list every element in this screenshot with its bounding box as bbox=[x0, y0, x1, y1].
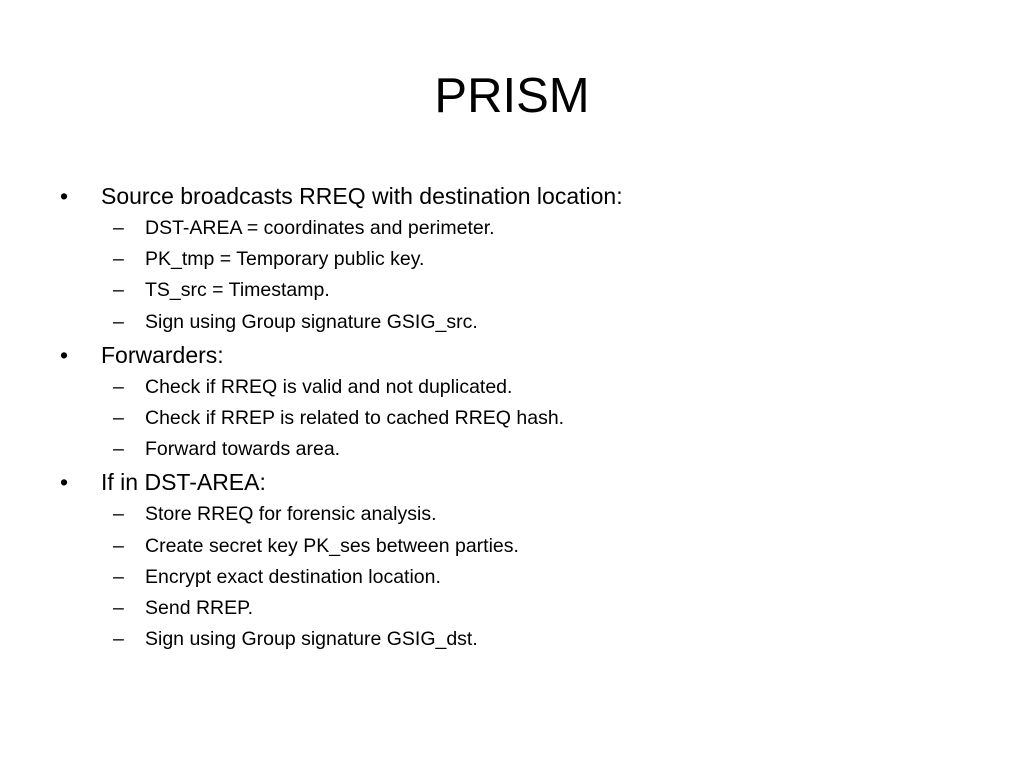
sub-item-text: Create secret key PK_ses between parties. bbox=[145, 534, 519, 557]
bullet-item bbox=[60, 338, 980, 372]
sub-item bbox=[60, 213, 980, 244]
bullet-icon: • bbox=[60, 183, 69, 209]
sub-item bbox=[60, 593, 980, 624]
dash-icon: – bbox=[113, 628, 124, 651]
sub-item bbox=[60, 531, 980, 562]
sub-item bbox=[60, 562, 980, 593]
dash-icon: – bbox=[113, 503, 124, 526]
dash-icon: – bbox=[113, 375, 124, 398]
dash-icon: – bbox=[113, 248, 124, 271]
sub-item-text: PK_tmp = Temporary public key. bbox=[145, 248, 425, 271]
dash-icon: – bbox=[113, 310, 124, 333]
sub-item bbox=[60, 403, 980, 434]
sub-item-text: Store RREQ for forensic analysis. bbox=[145, 503, 437, 526]
sub-item-text: Check if RREQ is valid and not duplicated. bbox=[145, 375, 513, 398]
sub-item bbox=[60, 372, 980, 403]
dash-icon: – bbox=[113, 438, 124, 461]
sub-item bbox=[60, 434, 980, 465]
slide-title: PRISM bbox=[434, 69, 590, 123]
dash-icon: – bbox=[113, 596, 124, 619]
bullet-icon: • bbox=[60, 469, 69, 496]
sub-item-text: Sign using Group signature GSIG_src. bbox=[145, 310, 478, 333]
dash-icon: – bbox=[113, 565, 124, 588]
sub-item bbox=[60, 244, 980, 275]
sub-item-text: Encrypt exact destination location. bbox=[145, 565, 441, 588]
sub-item-text: Check if RREP is related to cached RREQ hash. bbox=[145, 406, 565, 429]
sub-item bbox=[60, 275, 980, 306]
sub-item-text: TS_src = Timestamp. bbox=[145, 279, 330, 302]
dash-icon: – bbox=[113, 279, 124, 302]
sub-item bbox=[60, 307, 980, 338]
sub-item-text: DST-AREA = coordinates and perimeter. bbox=[145, 217, 495, 239]
dash-icon: – bbox=[113, 217, 124, 239]
bullet-icon: • bbox=[60, 341, 69, 368]
bullet-text: If in DST-AREA: bbox=[101, 469, 266, 496]
bullet-text: Source broadcasts RREQ with destination location: bbox=[101, 183, 623, 209]
dash-icon: – bbox=[113, 406, 124, 429]
dash-icon: – bbox=[113, 534, 124, 557]
sub-item-text: Send RREP. bbox=[145, 596, 254, 619]
bullet-item bbox=[60, 179, 980, 213]
bullet-list bbox=[60, 179, 980, 655]
sub-item bbox=[60, 624, 980, 655]
bullet-item bbox=[60, 465, 980, 499]
bullet-text: Forwarders: bbox=[101, 341, 224, 368]
sub-item-text: Sign using Group signature GSIG_dst. bbox=[145, 628, 478, 651]
sub-item bbox=[60, 499, 980, 530]
sub-item-text: Forward towards area. bbox=[145, 438, 341, 461]
